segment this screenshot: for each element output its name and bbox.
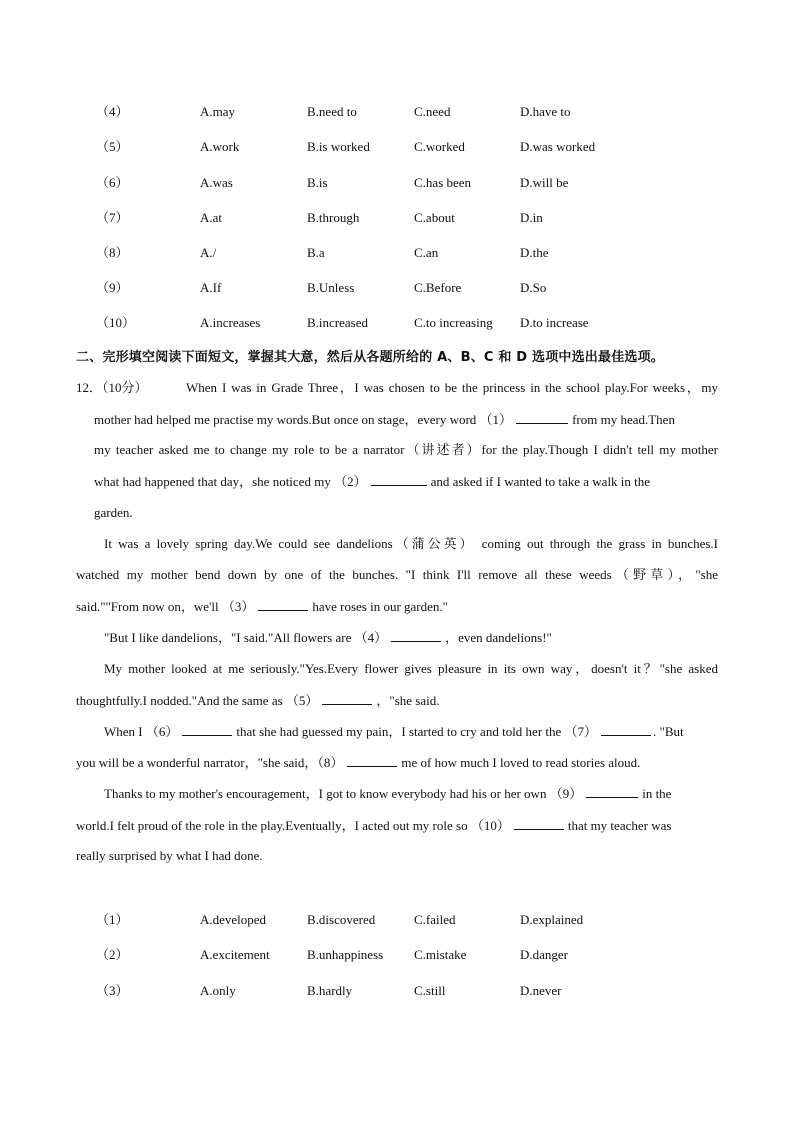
passage-line: [76, 690, 439, 710]
option-row-6: [0, 173, 794, 193]
option-row-7: [0, 208, 794, 228]
passage-text: what had happened that day，she noticed my （2）: [94, 474, 367, 489]
option-c: C.to increasing: [414, 315, 493, 330]
option-row-2: [0, 945, 794, 965]
passage-text: When I was in Grade Three，I was chosen to be the princess in the school play.For weeks，my: [186, 380, 718, 395]
option-c: C.mistake: [414, 947, 467, 962]
passage-text: watched my mother bend down by one of the bunches. "I think I'll remove all these weeds（野草），"she: [76, 567, 718, 582]
answer-blank-6[interactable]: [182, 721, 232, 736]
option-b: B.Unless: [307, 280, 355, 295]
passage-text: you will be a wonderful narrator，"she said，（8）: [76, 755, 344, 770]
passage-text: from my head.Then: [572, 412, 675, 427]
option-c: C.need: [414, 104, 451, 119]
passage-text: garden.: [94, 505, 133, 520]
passage-line: [94, 409, 718, 429]
passage-text: . "But: [653, 724, 684, 739]
option-d: D.will be: [520, 175, 569, 190]
passage-text: world.I felt proud of the role in the play.Eventually，I acted out my role so （10）: [76, 818, 510, 833]
passage-text: mother had helped me practise my words.But once on stage，every word （1）: [94, 412, 513, 427]
answer-blank-5[interactable]: [322, 690, 372, 705]
option-b: B.increased: [307, 315, 369, 330]
option-b: B.need to: [307, 104, 357, 119]
option-b: B.is worked: [307, 139, 370, 154]
answer-blank-4[interactable]: [391, 627, 441, 642]
passage-text: said.""From now on，we'll （3）: [76, 599, 255, 614]
passage-text: really surprised by what I had done.: [76, 848, 263, 863]
option-a: A.excitement: [200, 947, 270, 962]
option-c: C.has been: [414, 175, 472, 190]
option-number: （10）: [96, 315, 136, 330]
option-number: （7）: [96, 210, 129, 225]
option-row-3: [0, 981, 794, 1001]
option-a: A.developed: [200, 912, 267, 927]
passage-line: [76, 378, 718, 398]
passage-line: [104, 721, 684, 741]
option-a: A.increases: [200, 315, 261, 330]
passage-text: My mother looked at me seriously."Yes.Every flower gives pleasure in its own way，doesn't it？"she asked: [104, 661, 718, 676]
answer-blank-7[interactable]: [601, 721, 651, 736]
option-number: （6）: [96, 175, 129, 190]
option-a: A.at: [200, 210, 223, 225]
option-c: C.failed: [414, 912, 456, 927]
option-row-9: [0, 278, 794, 298]
passage-text: ，even dandelions!": [445, 630, 552, 645]
answer-blank-2[interactable]: [371, 471, 427, 486]
passage-text: me of how much I loved to read stories aloud.: [401, 755, 641, 770]
passage-line: [76, 815, 671, 835]
option-number: （9）: [96, 280, 129, 295]
option-b: B.hardly: [307, 983, 353, 998]
passage-text: that she had guessed my pain，I started to cry and told her the （7）: [236, 724, 598, 739]
option-c: C.still: [414, 983, 446, 998]
passage-text: "But I like dandelions，"I said."All flowers are （4）: [104, 630, 388, 645]
option-row-10: [0, 313, 794, 333]
option-number: （8）: [96, 245, 129, 260]
option-number: （2）: [96, 947, 129, 962]
passage-line: [104, 627, 552, 647]
answer-blank-8[interactable]: [347, 752, 397, 767]
option-row-8: [0, 243, 794, 263]
passage-text: When I （6）: [104, 724, 179, 739]
passage-text: Thanks to my mother's encouragement，I got to know everybody had his or her own （9）: [104, 786, 583, 801]
question-number: 12．（10分）: [76, 380, 148, 395]
passage-text: in the: [642, 786, 672, 801]
option-c: C.Before: [414, 280, 462, 295]
option-c: C.about: [414, 210, 455, 225]
option-row-4: [0, 102, 794, 122]
passage-text: It was a lovely spring day.We could see dandelions（蒲公英） coming out through the grass in bunches.I: [104, 536, 718, 551]
option-d: D.never: [520, 983, 562, 998]
option-a: A./: [200, 245, 217, 260]
option-a: A.work: [200, 139, 240, 154]
passage-line: [104, 783, 671, 803]
option-number: （4）: [96, 104, 129, 119]
option-d: D.the: [520, 245, 549, 260]
option-row-1: [0, 910, 794, 930]
passage-text: have roses in our garden.": [312, 599, 448, 614]
option-d: D.to increase: [520, 315, 589, 330]
passage-line: [94, 471, 718, 491]
passage-text: my teacher asked me to change my role to be a narrator（讲述者）for the play.Though I didn't tell my mother: [94, 442, 718, 457]
passage-text: that my teacher was: [567, 818, 672, 833]
option-b: B.a: [307, 245, 325, 260]
option-a: A.only: [200, 983, 236, 998]
option-c: C.an: [414, 245, 439, 260]
option-b: B.discovered: [307, 912, 376, 927]
passage-text: thoughtfully.I nodded."And the same as （5）: [76, 693, 319, 708]
option-b: B.unhappiness: [307, 947, 384, 962]
option-d: D.was worked: [520, 139, 596, 154]
answer-blank-1[interactable]: [516, 409, 568, 424]
option-d: D.danger: [520, 947, 569, 962]
option-d: D.explained: [520, 912, 584, 927]
option-b: B.through: [307, 210, 360, 225]
option-c: C.worked: [414, 139, 465, 154]
option-d: D.So: [520, 280, 547, 295]
answer-blank-10[interactable]: [514, 815, 564, 830]
answer-blank-3[interactable]: [258, 596, 308, 611]
passage-line: [76, 752, 640, 772]
passage-text: ，"she said.: [376, 693, 440, 708]
option-row-5: [0, 137, 794, 157]
option-a: A.was: [200, 175, 233, 190]
option-number: （1）: [96, 912, 129, 927]
passage-line: [76, 596, 448, 616]
option-d: D.in: [520, 210, 543, 225]
section-title: 二、完形填空阅读下面短文，掌握其大意，然后从各题所给的 A、B、C 和 D 选项中选出最佳选项。: [76, 350, 665, 365]
option-d: D.have to: [520, 104, 571, 119]
option-a: A.If: [200, 280, 222, 295]
option-b: B.is: [307, 175, 328, 190]
option-a: A.may: [200, 104, 236, 119]
option-number: （3）: [96, 983, 129, 998]
option-number: （5）: [96, 139, 129, 154]
answer-blank-9[interactable]: [586, 783, 638, 798]
passage-text: and asked if I wanted to take a walk in the: [430, 474, 651, 489]
